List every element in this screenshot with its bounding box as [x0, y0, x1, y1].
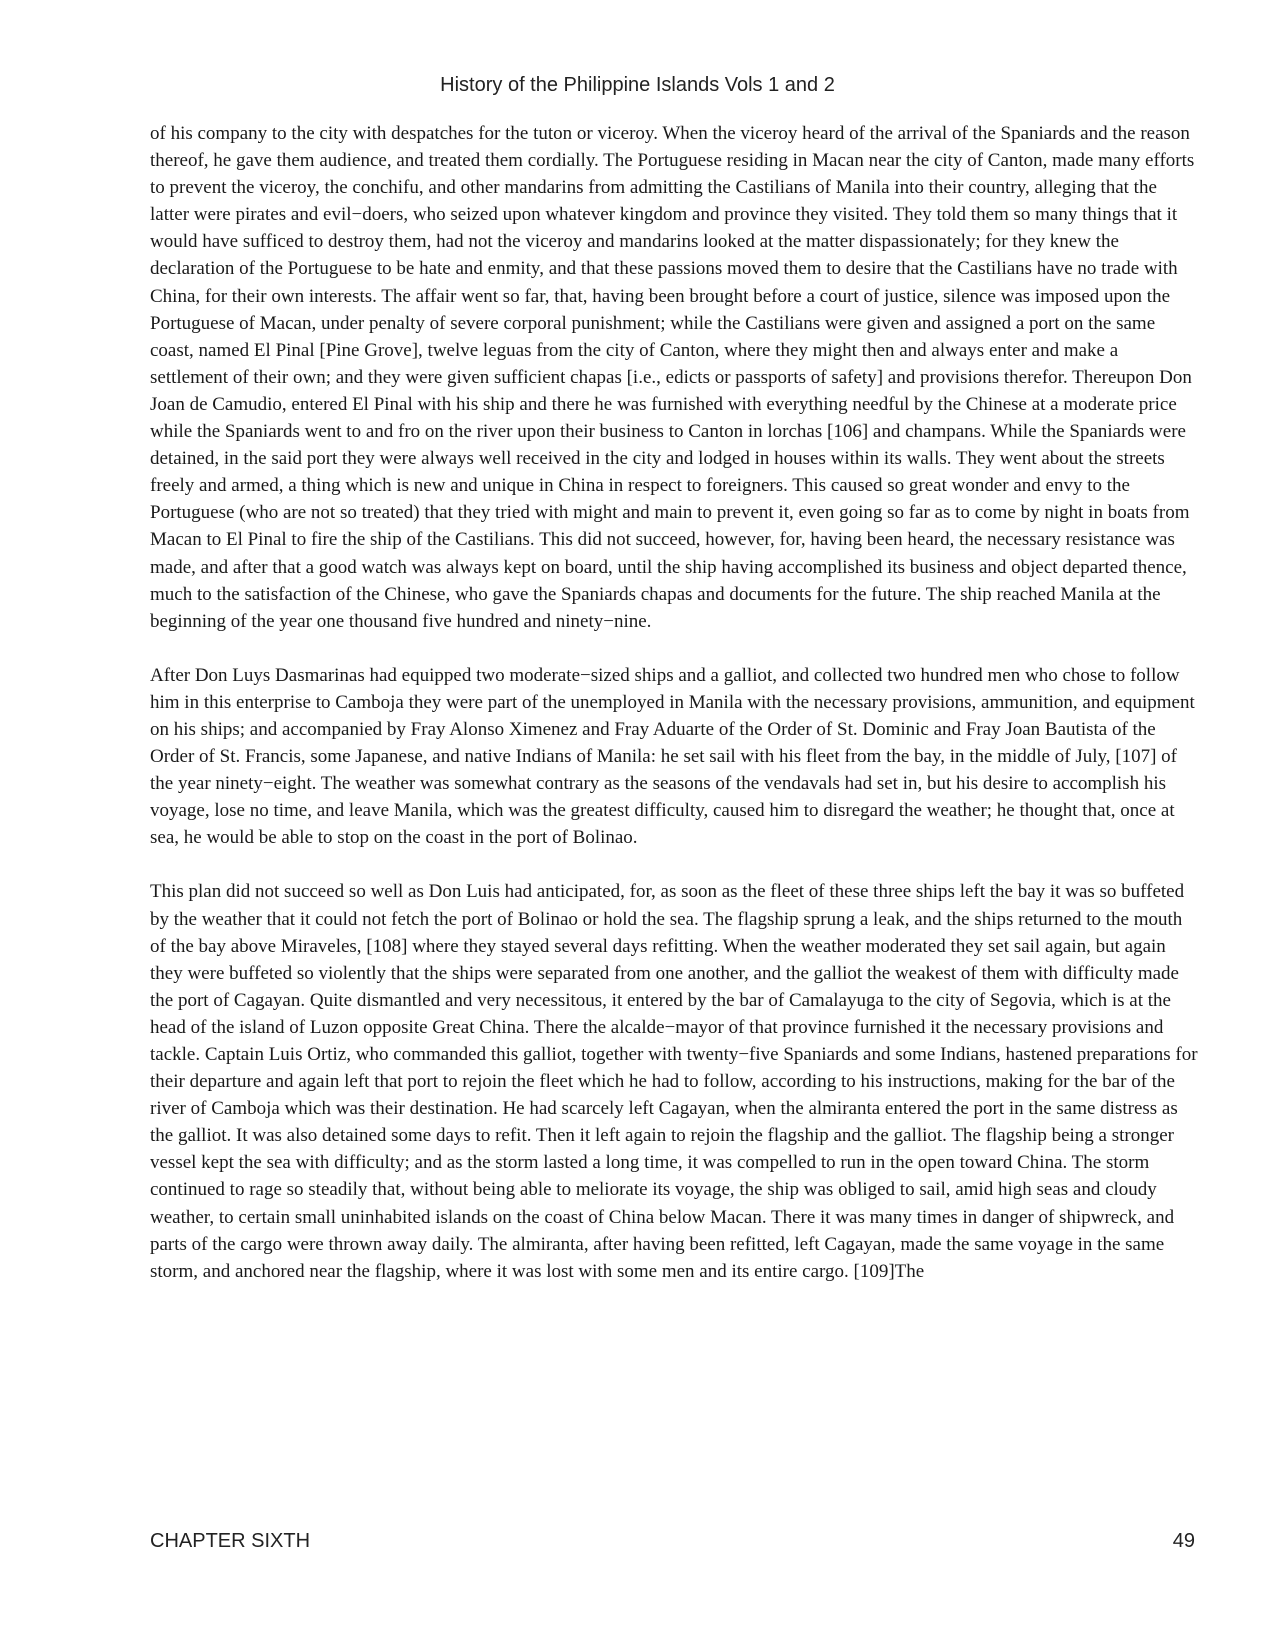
page-body: [150, 120, 1200, 1312]
running-header-title: History of the Philippine Islands Vols 1 and 2: [440, 74, 835, 96]
page-footer: [150, 1530, 1195, 1553]
body-paragraph-2: After Don Luys Dasmarinas had equipped two moderate−sized ships and a galliot, and collected two hundred men who chose to follow him in this enterprise to Camboja they were part of the unemployed in Manila with the necessary provisions, ammunition, and equipment on his ships; and accompanied by Fray Alonso Ximenez and Fray Aduarte of the Order of St. Dominic and Fray Joan Bautista of the Order of St. Francis, some Japanese, and native Indians of Manila: he set sail with his fleet from the bay, in the middle of July, [107] of the year ninety−eight. The weather was somewhat contrary as the seasons of the vendavals had set in, but his desire to accomplish his voyage, lose no time, and leave Manila, which was the greatest difficulty, caused him to disregard the weather; he thought that, once at sea, he would be able to stop on the coast in the port of Bolinao.: [150, 664, 1195, 849]
body-paragraph-3: This plan did not succeed so well as Don Luis had anticipated, for, as soon as the fleet of these three ships left the bay it was so buffeted by the weather that it could not fetch the port of Bolinao or hold the sea. The flagship sprung a leak, and the ships returned to the mouth of the bay above Miraveles, [108] where they stayed several days refitting. When the weather moderated they set sail again, but again they were buffeted so violently that the ships were separated from one another, and the galliot the weakest of them with difficulty made the port of Cagayan. Quite dismantled and very necessitous, it entered by the bar of Camalayuga to the city of Segovia, which is at the head of the island of Luzon opposite Great China. There the alcalde−mayor of that province furnished it the necessary provisions and tackle. Captain Luis Ortiz, who commanded this galliot, together with twenty−five Spaniards and some Indians, hastened preparations for their departure and again left that port to rejoin the fleet which he had to follow, according to his instructions, making for the bar of the river of Camboja which was their destination. He had scarcely left Cagayan, when the almiranta entered the port in the same distress as the galliot. It was also detained some days to refit. Then it left again to rejoin the flagship and the galliot. The flagship being a stronger vessel kept the sea with difficulty; and as the storm lasted a long time, it was compelled to run in the open toward China. The storm continued to rage so steadily that, without being able to meliorate its voyage, the ship was obliged to sail, amid high seas and cloudy weather, to certain small uninhabited islands on the coast of China below Macan. There it was many times in danger of shipwreck, and parts of the cargo were thrown away daily. The almiranta, after having been refitted, left Cagayan, made the same voyage in the same storm, and anchored near the flagship, where it was lost with some men and its entire cargo. [109]The: [150, 881, 1198, 1282]
footer-chapter-label: CHAPTER SIXTH: [150, 1530, 311, 1552]
footer-page-number: 49: [1172, 1530, 1195, 1552]
body-paragraph-1: of his company to the city with despatches for the tuton or viceroy. When the viceroy heard of the arrival of the Spaniards and the reason thereof, he gave them audience, and treated them cordially. The Portuguese residing in Macan near the city of Canton, made many efforts to prevent the viceroy, the conchifu, and other mandarins from admitting the Castilians of Manila into their country, alleging that the latter were pirates and evil−doers, who seized upon whatever kingdom and province they visited. They told them so many things that it would have sufficed to destroy them, had not the viceroy and mandarins looked at the matter dispassionately; for they knew the declaration of the Portuguese to be hate and enmity, and that these passions moved them to desire that the Castilians have no trade with China, for their own interests. The affair went so far, that, having been brought before a court of justice, silence was imposed upon the Portuguese of Macan, under penalty of severe corporal punishment; while the Castilians were given and assigned a port on the same coast, named El Pinal [Pine Grove], twelve leguas from the city of Canton, where they might then and always enter and make a settlement of their own; and they were given sufficient chapas [i.e., edicts or passports of safety] and provisions therefor. Thereupon Don Joan de Camudio, entered El Pinal with his ship and there he was furnished with everything needful by the Chinese at a moderate price while the Spaniards went to and fro on the river upon their business to Canton in lorchas [106] and champans. While the Spaniards were detained, in the said port they were always well received in the city and lodged in houses within its walls. They went about the streets freely and armed, a thing which is new and unique in China in respect to foreigners. This caused so great wonder and envy to the Portuguese (who are not so treated) that they tried with might and main to prevent it, even going so far as to come by night in boats from Macan to El Pinal to fire the ship of the Castilians. This did not succeed, however, for, having been heard, the necessary resistance was made, and after that a good watch was always kept on board, until the ship having accomplished its business and object departed thence, much to the satisfaction of the Chinese, who gave the Spaniards chapas and documents for the future. The ship reached Manila at the beginning of the year one thousand five hundred and ninety−nine.: [150, 123, 1195, 632]
